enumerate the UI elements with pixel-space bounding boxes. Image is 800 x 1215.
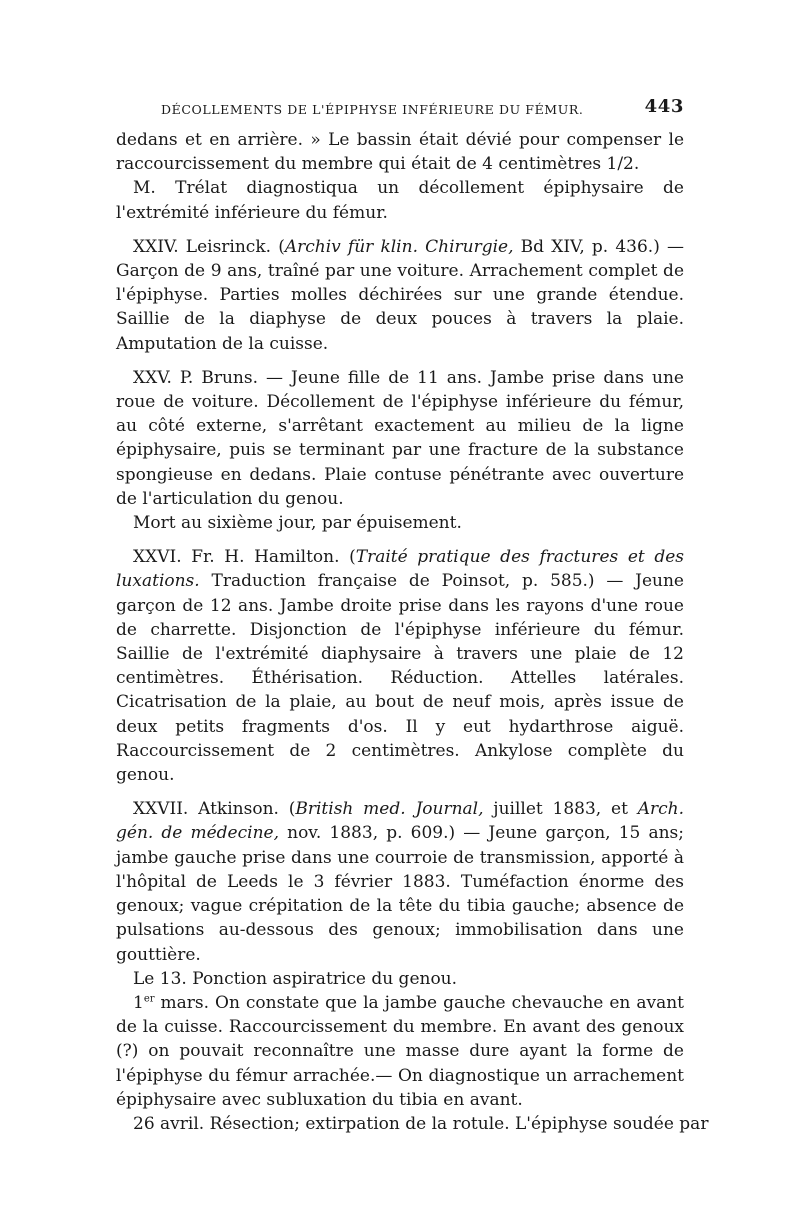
case-xxv-outcome: Mort au sixième jour, par épuisement. [133,513,462,534]
page-number: 443 [644,96,684,117]
case-xxiv-body: Bd XIV, p. 436.) — Garçon de 9 ans, traîné par une voiture. Arrachement complet de l'épiphyse. Parties molles déchirées sur une grande étendue. Saillie de la diaphyse de deux pouces à travers la plaie. Amputation de la cuisse. [116,236,684,354]
case-xxvii-april: 26 avril. Résection; extirpation de la rotule. L'épiphyse soudée par [133,1113,709,1134]
case-xxvi-body: Traduction française de Poinsot, p. 585.) — Jeune garçon de 12 ans. Jambe droite prise dans les rayons d'une roue de charrette. Disjonction de l'épiphyse inférieure du fémur. Saillie de l'extrémité diaphysaire à travers une plaie de 12 centimètres. Éthérisation. Réduction. Attelles latérales. Cicatrisation de la plaie, au bout de neuf mois, après issue de deux petits fragments d'os. Il y eut hydarthrose aiguë. Raccourcissement de 2 centimètres. Ankylose complète du genou. [116,571,684,786]
case-xxiv-reference: Archiv für klin. Chirurgie, [284,236,514,257]
paragraph-diagnosis: M. Trélat diagnostiqua un décollement épiphysaire de l'extrémité inférieure du fémur. [116,178,684,223]
march-day-suffix: er [143,993,155,1005]
body-text [116,128,709,1136]
case-xxvii-march [116,991,684,1112]
case-xxiv-lead: XXIV. Leisrinck. ( [133,236,285,257]
running-head [116,96,684,120]
march-day: 1 [133,992,144,1013]
case-xxvii-body: nov. 1883, p. 609.) — Jeune garçon, 15 ans; jambe gauche prise dans une courroie de transmission, apporté à l'hôpital de Leeds le 3 février 1883. Tuméfaction énorme des genoux; vague crépitation de la tête du tibia gauche; absence de pulsations au-dessous des genoux; immobilisation dans une gouttière. [116,823,685,965]
case-xxiv [116,235,684,356]
case-xxvii-puncture: Le 13. Ponction aspiratrice du genou. [133,968,458,989]
case-xxvi [116,545,684,787]
case-xxvii [116,797,684,966]
march-body: mars. On constate que la jambe gauche chevauche en avant de la cuisse. Raccourcissement du membre. En avant des genoux (?) on pouvait reconnaître une masse dure ayant la forme de l'épiphyse du fémur arrachée.— On diagnostique un arrachement épiphysaire avec subluxation du tibia en avant. [116,992,684,1110]
case-xxvii-reference-1: British med. Journal, [295,799,484,820]
running-title: DÉCOLLEMENTS DE L'ÉPIPHYSE INFÉRIEURE DU FÉMUR. [161,102,584,117]
case-xxvii-lead: XXVII. Atkinson. ( [133,799,296,820]
case-xxvi-lead: XXVI. Fr. H. Hamilton. ( [133,547,356,568]
paragraph-continuation: dedans et en arrière. » Le bassin était dévié pour compenser le raccourcissement du membre qui était de 4 centimètres 1/2. [116,130,684,175]
case-xxvii-mid: juillet 1883, et [483,799,638,820]
case-xxv: XXV. P. Bruns. — Jeune fille de 11 ans. Jambe prise dans une roue de voiture. Décollement de l'épiphyse inférieure du fémur, au côté externe, s'arrêtant exactement au milieu de la ligne épiphysaire, puis se terminant par une fracture de la substance spongieuse en dedans. Plaie contuse pénétrante avec ouverture de l'articulation du genou. [116,367,684,509]
case-xxvii-reference-2: Arch. gén. de médecine, [116,799,684,844]
case-xxvi-reference: Traité pratique des fractures et des luxations. [116,547,684,592]
book-page [116,96,709,1136]
